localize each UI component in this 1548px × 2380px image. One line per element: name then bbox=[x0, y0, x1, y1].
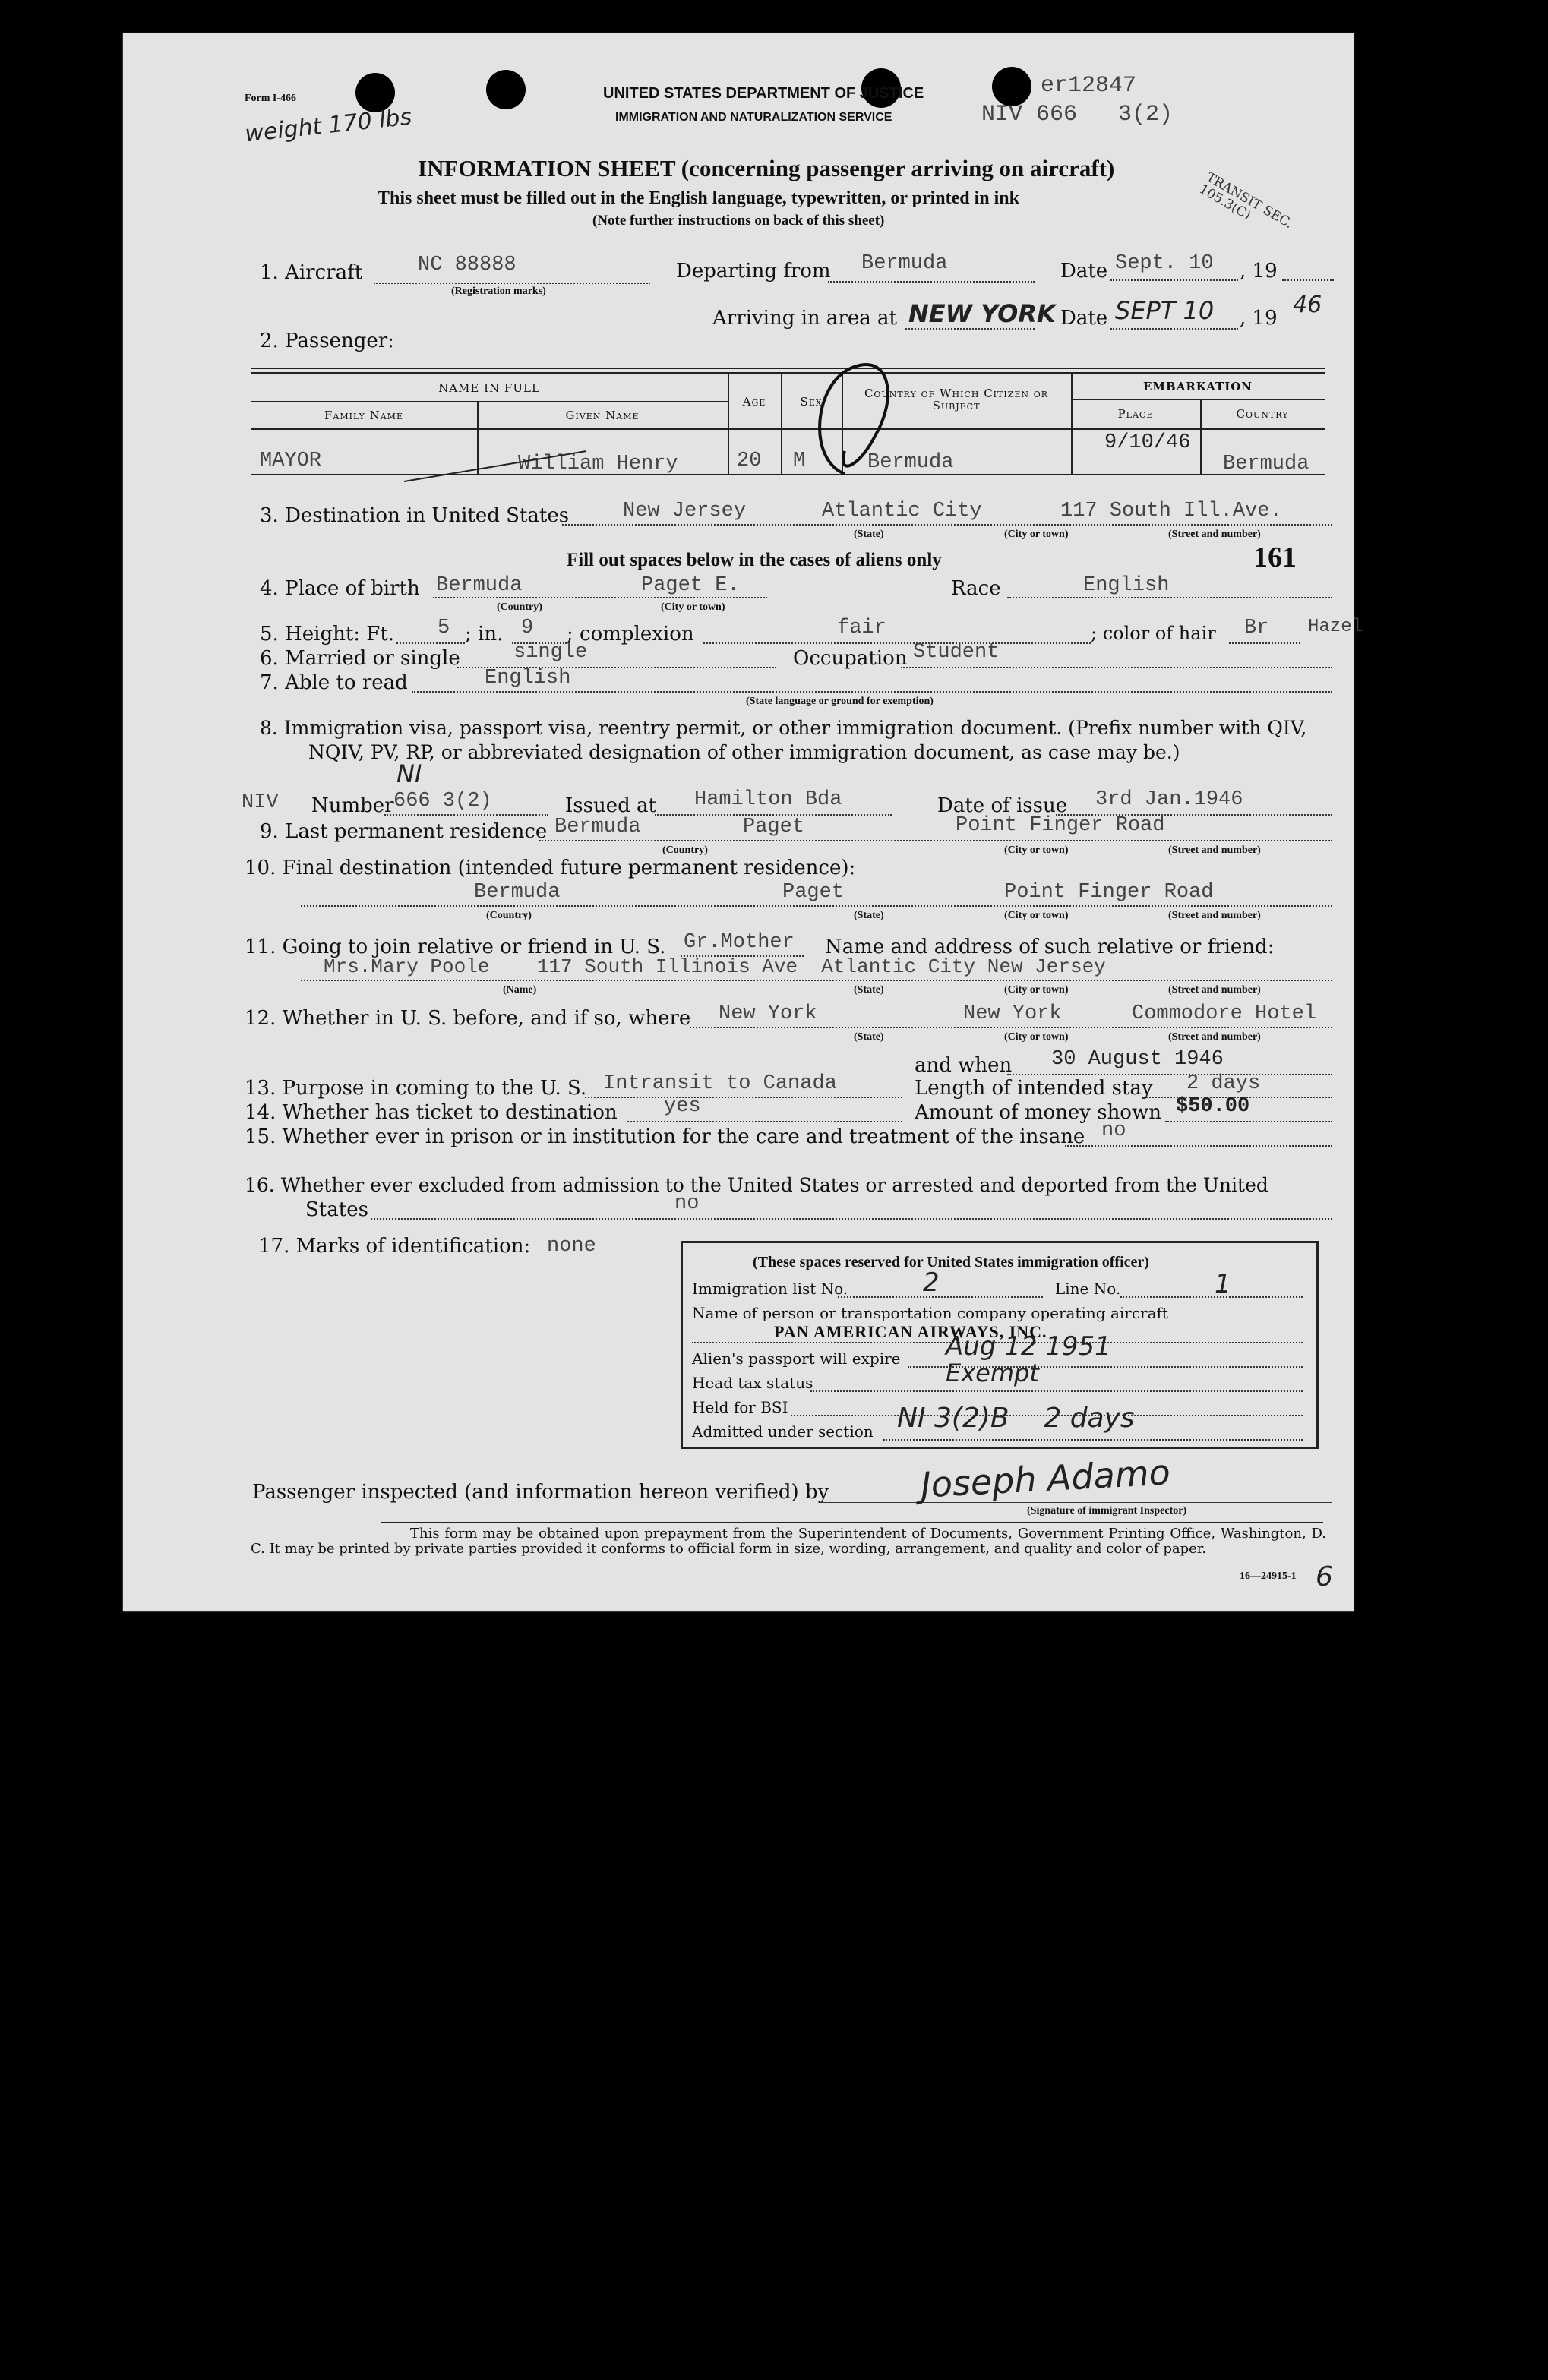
destination-state: New Jersey bbox=[623, 500, 747, 522]
aliens-only-header: Fill out spaces below in the cases of aliens only bbox=[567, 550, 942, 570]
birthplace-label: 4. Place of birth bbox=[260, 577, 420, 600]
departing-value: Bermuda bbox=[861, 252, 948, 275]
height-ft: 5 bbox=[438, 617, 450, 639]
previous-visit-city-hint: (City or town) bbox=[1004, 1031, 1069, 1043]
handwritten-circle-mark bbox=[791, 337, 913, 489]
birth-country-hint: (Country) bbox=[497, 601, 542, 613]
admitted-section-label: Admitted under section bbox=[692, 1422, 874, 1441]
relative-state-hint: (State) bbox=[854, 984, 884, 996]
date1-value: Sept. 10 bbox=[1115, 252, 1214, 275]
company-label: Name of person or transportation company operating aircraft bbox=[692, 1304, 1168, 1322]
final-destination-label: 10. Final destination (intended future permanent residence): bbox=[245, 857, 856, 879]
destination-state-hint: (State) bbox=[854, 529, 884, 540]
place-header: Place bbox=[1117, 407, 1154, 421]
date1-year: , 19 bbox=[1240, 260, 1278, 283]
passenger-label: 2. Passenger: bbox=[260, 330, 394, 352]
occupation-value: Student bbox=[913, 641, 1000, 664]
issued-label: Issued at bbox=[565, 794, 656, 817]
final-destination-street-hint: (Street and number) bbox=[1168, 910, 1261, 921]
destination-city-hint: (City or town) bbox=[1004, 529, 1069, 540]
cell-sex: M bbox=[793, 450, 806, 472]
money-value: $50.00 bbox=[1176, 1095, 1250, 1118]
eyes-value: Hazel bbox=[1308, 617, 1363, 637]
title-instructions: This sheet must be filled out in the English language, typewritten, or printed in ink bbox=[378, 188, 1019, 208]
aircraft-value: NC 88888 bbox=[418, 254, 517, 276]
birth-country: Bermuda bbox=[436, 574, 523, 597]
sheet-number: 161 bbox=[1253, 541, 1297, 573]
last-residence-city: Paget bbox=[743, 816, 805, 838]
previous-visit-street-hint: (Street and number) bbox=[1168, 1031, 1261, 1043]
passport-expire-value: Aug 12 1951 bbox=[946, 1331, 1111, 1362]
transit-stamp: TRANSIT SEC. 105.3(C) bbox=[1196, 169, 1296, 232]
name-in-full-header: NAME IN FULL bbox=[438, 381, 540, 395]
purpose-label: 13. Purpose in coming to the U. S. bbox=[245, 1077, 587, 1100]
height-label: 5. Height: Ft. bbox=[260, 623, 395, 646]
departing-label: Departing from bbox=[676, 260, 831, 283]
complexion-label: ; complexion bbox=[567, 623, 694, 646]
marital-label: 6. Married or single bbox=[260, 647, 460, 670]
visa-number: 666 3(2) bbox=[393, 790, 492, 813]
cell-emb-country: Bermuda bbox=[1223, 453, 1309, 475]
last-residence-country-hint: (Country) bbox=[662, 844, 708, 856]
final-destination-city-hint: (City or town) bbox=[1004, 910, 1069, 921]
stay-label: Length of intended stay bbox=[915, 1077, 1153, 1100]
relative-city-hint: (City or town) bbox=[1004, 984, 1069, 996]
emb-country-header: Country bbox=[1236, 407, 1289, 421]
final-destination-country-hint: (Country) bbox=[486, 910, 532, 921]
hair-value: Br bbox=[1244, 617, 1269, 639]
date2-year: , 19 bbox=[1240, 307, 1278, 330]
hair-label: ; color of hair bbox=[1091, 623, 1216, 644]
final-destination-state-hint: (State) bbox=[854, 910, 884, 921]
list-no-label: Immigration list No. bbox=[692, 1280, 848, 1298]
height-in-label: ; in. bbox=[465, 623, 504, 646]
ticket-value: yes bbox=[664, 1095, 701, 1118]
footer-text: This form may be obtained upon prepayment from the Superintendent of Documents, Government Printing Office, Washington, D. C. It may be printed by private parties provided it conforms to official form in size, wording, arrangement, and quality and color of paper. bbox=[251, 1526, 1326, 1557]
last-residence-street: Point Finger Road bbox=[956, 814, 1165, 837]
occupation-label: Occupation bbox=[793, 647, 908, 670]
date2-value: SEPT 10 bbox=[1115, 296, 1215, 325]
punch-hole bbox=[486, 70, 526, 109]
read-label: 7. Able to read bbox=[260, 671, 408, 694]
join-relative-label: 11. Going to join relative or friend in U. S. bbox=[245, 936, 666, 958]
issue-date-label: Date of issue bbox=[937, 794, 1068, 817]
niv-reference: NIV 666 3(2) bbox=[981, 102, 1174, 128]
given-name-header: Given Name bbox=[565, 409, 640, 422]
head-tax-value: Exempt bbox=[946, 1359, 1039, 1387]
admitted-section-value: NI 3(2)B 2 days bbox=[897, 1403, 1135, 1434]
height-in: 9 bbox=[521, 617, 534, 639]
visa-handwritten-ni: NI bbox=[396, 759, 422, 788]
passport-expire-label: Alien's passport will expire bbox=[692, 1349, 901, 1368]
family-name-header: Family Name bbox=[324, 409, 403, 422]
cell-age: 20 bbox=[737, 450, 762, 472]
relative-address-label: Name and address of such relative or friend: bbox=[825, 936, 1275, 958]
cell-country: Bermuda bbox=[867, 451, 954, 474]
previous-visit-when-label: and when bbox=[915, 1054, 1013, 1077]
country-header: Country of Which Citizen or Subject bbox=[864, 387, 1049, 412]
race-label: Race bbox=[951, 577, 1001, 600]
visa-label-2: NQIV, PV, RP, or abbreviated designation of other immigration document, as case may be.) bbox=[308, 741, 1180, 763]
relative-address-value: Mrs.Mary Poole 117 South Illinois Ave Atlantic City New Jersey bbox=[324, 955, 1106, 978]
birth-city: Paget E. bbox=[641, 574, 740, 597]
form-number: Form I-466 bbox=[245, 93, 297, 104]
prison-label: 15. Whether ever in prison or in institution for the care and treatment of the insane bbox=[245, 1125, 1085, 1148]
previous-visit-state-hint: (State) bbox=[854, 1031, 884, 1043]
issued-value: Hamilton Bda bbox=[694, 788, 842, 811]
date2-year-value: 46 bbox=[1293, 292, 1322, 318]
ticket-label: 14. Whether has ticket to destination bbox=[245, 1101, 618, 1124]
previous-visit-state: New York bbox=[719, 1002, 817, 1025]
officer-box bbox=[681, 1241, 1319, 1449]
date1-label: Date bbox=[1060, 260, 1108, 283]
visa-label-1: 8. Immigration visa, passport visa, reentry permit, or other immigration document. (Prefix number with QIV, bbox=[260, 717, 1307, 739]
destination-city: Atlantic City bbox=[822, 500, 982, 522]
title-note: (Note further instructions on back of this sheet) bbox=[592, 213, 885, 229]
prison-value: no bbox=[1101, 1119, 1126, 1142]
page-title: INFORMATION SHEET (concerning passenger arriving on aircraft) bbox=[418, 155, 1115, 181]
join-relative-relation: Gr.Mother bbox=[684, 931, 795, 954]
date2-label: Date bbox=[1060, 307, 1108, 330]
last-residence-country: Bermuda bbox=[554, 816, 641, 838]
cell-family-name: MAYOR bbox=[260, 450, 322, 472]
cell-place: 9/10/46 bbox=[1104, 431, 1191, 454]
previous-visit-street: Commodore Hotel bbox=[1132, 1002, 1317, 1025]
last-residence-label: 9. Last permanent residence bbox=[260, 820, 548, 843]
aircraft-label: 1. Aircraft bbox=[260, 261, 363, 284]
final-destination-country: Bermuda bbox=[474, 881, 561, 904]
marital-value: single bbox=[513, 641, 588, 664]
excluded-value: no bbox=[674, 1192, 700, 1215]
identification-value: none bbox=[547, 1235, 596, 1258]
last-residence-street-hint: (Street and number) bbox=[1168, 844, 1261, 856]
department-name: UNITED STATES DEPARTMENT OF JUSTICE bbox=[603, 85, 924, 102]
sex-header: Sex bbox=[800, 395, 823, 409]
list-no-value: 2 bbox=[923, 1267, 940, 1298]
previous-visit-city: New York bbox=[963, 1002, 1062, 1025]
excluded-label-2: States bbox=[305, 1198, 368, 1221]
visa-number-label: Number bbox=[311, 794, 394, 817]
footer-code: 16—24915-1 bbox=[1240, 1570, 1297, 1582]
read-value: English bbox=[485, 667, 571, 690]
purpose-value: Intransit to Canada bbox=[603, 1072, 837, 1095]
company-value: PAN AMERICAN AIRWAYS, INC. bbox=[774, 1322, 1047, 1341]
stay-value: 2 days bbox=[1186, 1072, 1261, 1095]
age-header: Age bbox=[742, 395, 766, 409]
birth-city-hint: (City or town) bbox=[661, 601, 725, 613]
destination-label: 3. Destination in United States bbox=[260, 504, 570, 527]
punch-hole bbox=[992, 67, 1031, 106]
last-residence-city-hint: (City or town) bbox=[1004, 844, 1069, 856]
embarkation-header: EMBARKATION bbox=[1142, 380, 1253, 393]
service-name: IMMIGRATION AND NATURALIZATION SERVICE bbox=[615, 111, 892, 124]
inspector-signature: Joseph Adamo bbox=[919, 1451, 1171, 1506]
arriving-label: Arriving in area at bbox=[712, 307, 897, 330]
previous-visit-label: 12. Whether in U. S. before, and if so, where bbox=[245, 1007, 691, 1030]
head-tax-label: Head tax status bbox=[692, 1374, 813, 1392]
money-label: Amount of money shown bbox=[915, 1101, 1161, 1124]
form-sheet bbox=[123, 33, 1363, 1611]
issue-date-value: 3rd Jan.1946 bbox=[1095, 788, 1243, 811]
inspected-by-label: Passenger inspected (and information hereon verified) by bbox=[252, 1481, 829, 1504]
destination-street: 117 South Ill.Ave. bbox=[1060, 500, 1282, 522]
read-hint: (State language or ground for exemption) bbox=[746, 696, 934, 707]
destination-street-hint: (Street and number) bbox=[1168, 529, 1261, 540]
relative-street-hint: (Street and number) bbox=[1168, 984, 1261, 996]
registration-hint: (Registration marks) bbox=[451, 286, 546, 297]
final-destination-street: Point Finger Road bbox=[1004, 881, 1214, 904]
bsi-label: Held for BSI bbox=[692, 1398, 788, 1416]
cell-given-name: William Henry bbox=[518, 453, 678, 475]
final-destination-state: Paget bbox=[782, 881, 845, 904]
handwritten-dash-mark bbox=[396, 443, 594, 489]
signature-hint: (Signature of immigrant Inspector) bbox=[1027, 1505, 1187, 1517]
officer-box-title: (These spaces reserved for United States immigration officer) bbox=[753, 1254, 1149, 1270]
complexion-value: fair bbox=[837, 617, 886, 639]
line-no-value: 1 bbox=[1215, 1269, 1231, 1299]
footer-corner-mark: 6 bbox=[1316, 1561, 1333, 1592]
document-number: er12847 bbox=[1041, 73, 1137, 99]
identification-label: 17. Marks of identification: bbox=[258, 1235, 531, 1258]
arriving-value: NEW YORK bbox=[908, 299, 1056, 328]
relative-name-hint: (Name) bbox=[503, 984, 537, 996]
line-no-label: Line No. bbox=[1055, 1280, 1121, 1298]
handwritten-weight: weight 170 lbs bbox=[243, 103, 413, 148]
previous-visit-when: 30 August 1946 bbox=[1051, 1048, 1224, 1071]
visa-prefix: NIV bbox=[242, 791, 279, 814]
excluded-label-1: 16. Whether ever excluded from admission to the United States or arrested and deported from the United bbox=[245, 1174, 1268, 1196]
race-value: English bbox=[1083, 574, 1170, 597]
